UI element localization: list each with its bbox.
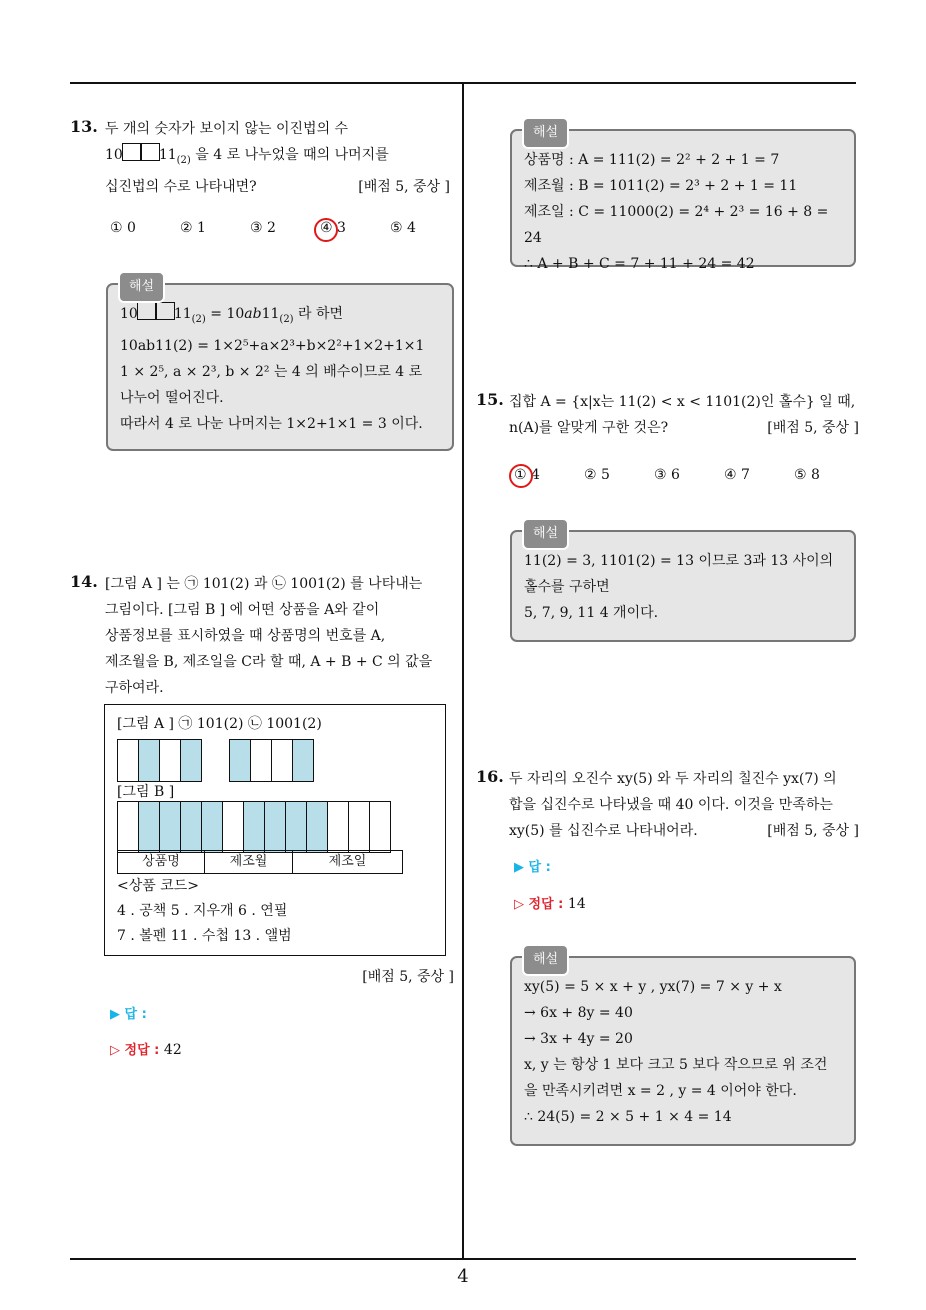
fig-cell-empty [117,739,139,782]
q13-option-5[interactable]: ⑤ 4 [390,220,416,236]
q14-figure [104,704,446,956]
q13-explanation [106,279,454,451]
fig-cell-filled [292,739,314,782]
q13-explanation-tag: 해설 [118,271,165,303]
q14-number: 14. [70,572,98,591]
q15-option-4[interactable]: ④ 7 [724,467,750,483]
q13-option-1[interactable]: ① 0 [110,220,136,236]
exp-line: 제조일 : C = 11000(2) = 2⁴ + 2³ = 16 + 8 = 24 [524,204,829,246]
fig-label-product: 상품명 [117,850,205,874]
exp-line: 나누어 떨어진다. [120,389,224,406]
fig-cell-empty [369,801,391,853]
fig-cell-filled [159,801,181,853]
q15-line1: 집합 A = {x|x는 11(2) < x < 1101(2)인 홀수} 일 때, [509,394,856,410]
fig-cell-empty [327,801,349,853]
q13-line3: 십진법의 수로 나타내면? [배점 5, 중상 ] [105,174,450,200]
q14-line: [그림 A ] 는 ㉠ 101(2) 과 ㉡ 1001(2) 를 나타내는 [105,576,423,592]
exp-line: ∴ 24(5) = 2 × 5 + 1 × 4 = 14 [524,1109,732,1125]
q15-option-1[interactable]: ① 4 [514,467,540,483]
exp-line: 10ab11(2) = 1×2⁵+a×2³+b×2²+1×2+1×1 [120,337,425,354]
exp-line: ∴ A + B + C = 7 + 11 + 24 = 42 [524,256,755,272]
fig-cell-empty [250,739,272,782]
q14-line: 상품정보를 표시하였을 때 상품명의 번호를 A, [105,628,386,644]
exp-line: 따라서 4 로 나눈 나머지는 1×2+1×1 = 3 이다. [120,415,423,432]
q15-number: 15. [476,390,504,409]
fig-cell-empty [117,801,139,853]
q13-option-3[interactable]: ③ 2 [250,220,276,236]
q13-line1: 두 개의 숫자가 보이지 않는 이진법의 수 [105,121,349,137]
fig-cell-filled [180,801,202,853]
fig-a-title: [그림 A ] ㉠ 101(2) ㉡ 1001(2) [117,716,322,732]
q15-text [509,389,859,441]
code-line1: 4 . 공책 5 . 지우개 6 . 연필 [117,903,288,919]
fig-a-cells-2 [229,739,313,782]
fig-cell-empty [159,739,181,782]
q13-score: [배점 5, 중상 ] [358,178,450,195]
code-title: <상품 코드> [117,878,200,894]
q16-score: [배점 5, 중상 ] [767,823,859,839]
q14-score: [배점 5, 중상 ] [362,969,454,985]
q15-option-5[interactable]: ⑤ 8 [794,467,820,483]
fig-cell-filled [264,801,286,853]
fig-cell-empty [348,801,370,853]
q15-answer-circle [509,464,533,488]
fig-cell-filled [201,801,223,853]
q16-explanation-tag: 해설 [522,944,569,976]
exp-line: 10 $11_{(2)} = 10ab11_{(2)}$ 라 하면 [120,301,440,333]
page-number: 4 [457,1266,469,1287]
q13-option-4[interactable]: ④ 3 [320,220,346,236]
q14-explanation [510,125,856,272]
q13-answer-circle [314,218,338,242]
fig-cell-filled [138,801,160,853]
q16-line: 합을 십진수로 나타냈을 때 40 이다. 이것을 만족하는 [509,797,833,813]
fig-cell-filled [243,801,265,853]
exp-line: → 6x + 8y = 40 [524,1005,633,1021]
exp-line: 상품명 : A = 111(2) = 2² + 2 + 1 = 7 [524,152,780,168]
q15-score: [배점 5, 중상 ] [767,420,859,436]
fig-cell-filled [229,739,251,782]
fig-cell-empty [271,739,293,782]
exp-line: 1 × 2⁵, a × 2³, b × 2² 는 4 의 배수이므로 4 로 [120,363,423,380]
q14-line: 제조월을 B, 제조일을 C라 할 때, A + B + C 의 값을 [105,654,433,670]
exp-line: xy(5) = 5 × x + y , yx(7) = 7 × y + x [524,979,782,995]
exp-line: 홀수를 구하면 [524,579,610,595]
q14-correct: ▷ 정답 : 42 [110,1042,182,1058]
fig-a-cells-1 [117,739,201,782]
q16-line: 두 자리의 오진수 xy(5) 와 두 자리의 칠진수 yx(7) 의 [509,771,837,787]
exp-line: → 3x + 4y = 20 [524,1031,633,1047]
q16-correct: ▷ 정답 : 14 [514,896,586,912]
q15-options [514,467,834,483]
fig-b-labels [117,850,402,874]
q14-line: 그림이다. [그림 B ] 에 어떤 상품을 A와 같이 [105,602,380,618]
q14-answer-label: ▶ 답 : [110,1007,147,1022]
q15-option-2[interactable]: ② 5 [584,467,610,483]
fig-cell-filled [138,739,160,782]
q13-options [110,220,430,236]
q13-option-2[interactable]: ② 1 [180,220,206,236]
q16-text [509,766,859,844]
fig-label-day: 제조일 [292,850,403,874]
q15-explanation-tag: 해설 [522,518,569,550]
q15-explanation [510,526,856,642]
code-line2: 7 . 볼펜 11 . 수첩 13 . 앨범 [117,928,292,944]
q13-text [105,116,450,200]
exp-line: 을 만족시키려면 x = 2 , y = 4 이어야 한다. [524,1083,797,1099]
exp-line: 제조월 : B = 1011(2) = 2³ + 2 + 1 = 11 [524,178,798,194]
q16-answer-label: ▶ 답 : [514,860,551,875]
fig-cell-filled [306,801,328,853]
column-divider [462,82,464,1258]
fig-b-cells [117,801,390,853]
exp-line: 11(2) = 3, 1101(2) = 13 이므로 3과 13 사이의 [524,553,834,569]
q15-line2: n(A)를 알맞게 구한 것은? [배점 5, 중상 ] [509,415,859,441]
fig-cell-empty [222,801,244,853]
exp-line: x, y 는 항상 1 보다 크고 5 보다 작으므로 위 조건 [524,1057,828,1073]
fig-cell-filled [285,801,307,853]
fig-label-month: 제조월 [204,850,293,874]
q14-line: 구하여라. [105,680,164,696]
q16-explanation [510,952,856,1146]
q13-line2: 10 $11_{(2)}$ 을 4 로 나누었을 때의 나머지를 [105,142,450,174]
fig-b-title: [그림 B ] [117,784,175,800]
q15-option-3[interactable]: ③ 6 [654,467,680,483]
exp-line: 5, 7, 9, 11 4 개이다. [524,605,659,621]
q16-number: 16. [476,767,504,786]
q13-number: 13. [70,117,98,136]
q16-line: xy(5) 를 십진수로 나타내어라. [배점 5, 중상 ] [509,818,859,844]
fig-cell-filled [180,739,202,782]
q14-text [105,571,455,701]
bottom-rule [70,1258,856,1260]
q14-explanation-tag: 해설 [522,117,569,149]
